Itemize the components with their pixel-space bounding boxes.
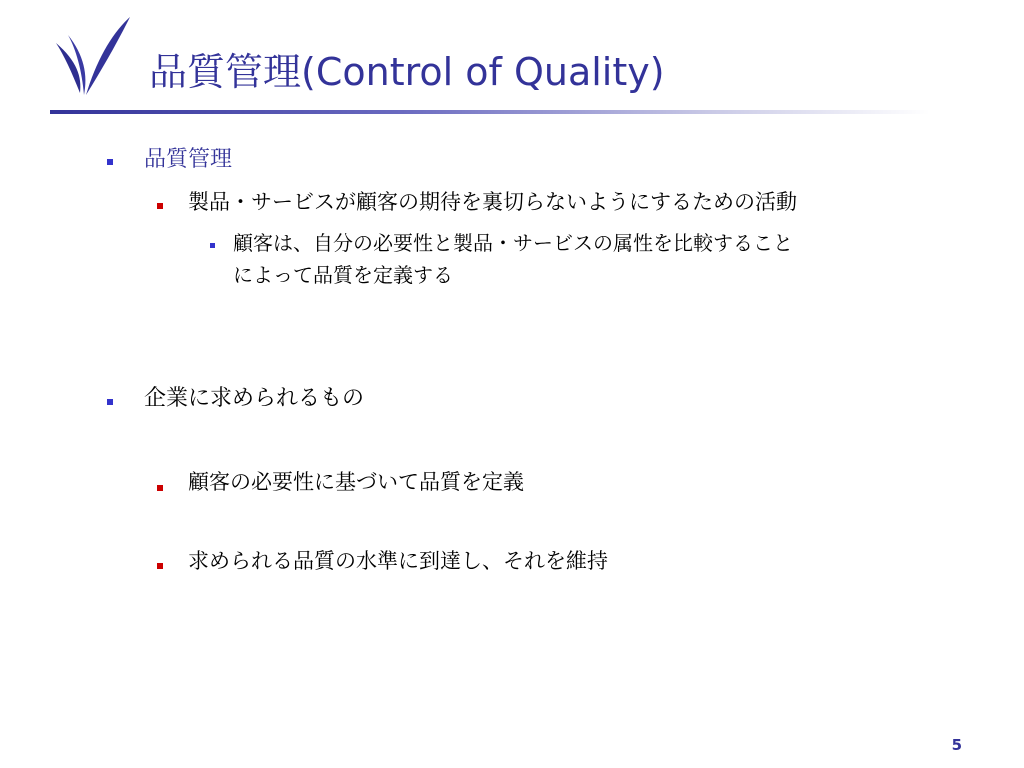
section1-heading: 品質管理: [144, 147, 233, 172]
bullet-level2-icon: [157, 203, 163, 209]
section2-point: 求められる品質の水準に到達し、それを維持: [188, 549, 608, 573]
page-number: 5: [951, 736, 962, 754]
section1-point: 製品・サービスが顧客の期待を裏切らないようにするための活動: [188, 190, 797, 214]
bullet-level2-icon: [157, 563, 163, 569]
bullet-level1-icon: [107, 159, 113, 165]
title-underline: [50, 110, 930, 114]
section2-heading: 企業に求められるもの: [144, 386, 365, 411]
bullet-level3-icon: [210, 243, 215, 248]
bullet-level1-icon: [107, 399, 113, 405]
slide-title: 品質管理(Control of Quality): [149, 50, 665, 94]
section2-point: 顧客の必要性に基づいて品質を定義: [188, 470, 524, 494]
bullet-level2-icon: [157, 485, 163, 491]
logo-icon: [50, 13, 136, 99]
section1-detail-line1: 顧客は、自分の必要性と製品・サービスの属性を比較すること: [233, 231, 793, 255]
section1-detail-line2: によって品質を定義する: [233, 263, 453, 287]
